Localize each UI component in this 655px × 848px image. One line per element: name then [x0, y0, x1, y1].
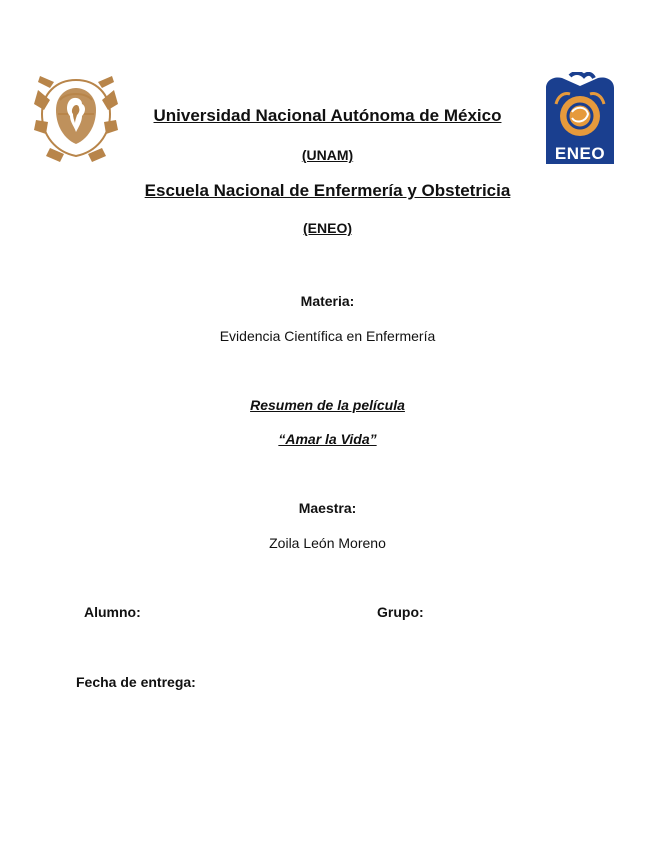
university-name: Universidad Nacional Autónoma de México: [153, 106, 502, 125]
fecha-entrega-label: Fecha de entrega:: [76, 674, 196, 690]
school-name: Escuela Nacional de Enfermería y Obstetricia: [144, 181, 511, 200]
teacher-name: Zoila León Moreno: [269, 535, 386, 551]
teacher-label: Maestra:: [298, 500, 357, 516]
eneo-logo-text: ENEO: [554, 144, 606, 163]
university-abbreviation: (UNAM): [301, 147, 354, 163]
work-title-line-1: Resumen de la película: [250, 397, 405, 413]
school-abbreviation: (ENEO): [303, 220, 352, 236]
subject-value: Evidencia Científica en Enfermería: [219, 328, 436, 344]
grupo-label: Grupo:: [377, 604, 424, 620]
work-title-line-2: “Amar la Vida”: [278, 431, 377, 447]
subject-label: Materia:: [300, 293, 355, 309]
alumno-label: Alumno:: [84, 604, 141, 620]
